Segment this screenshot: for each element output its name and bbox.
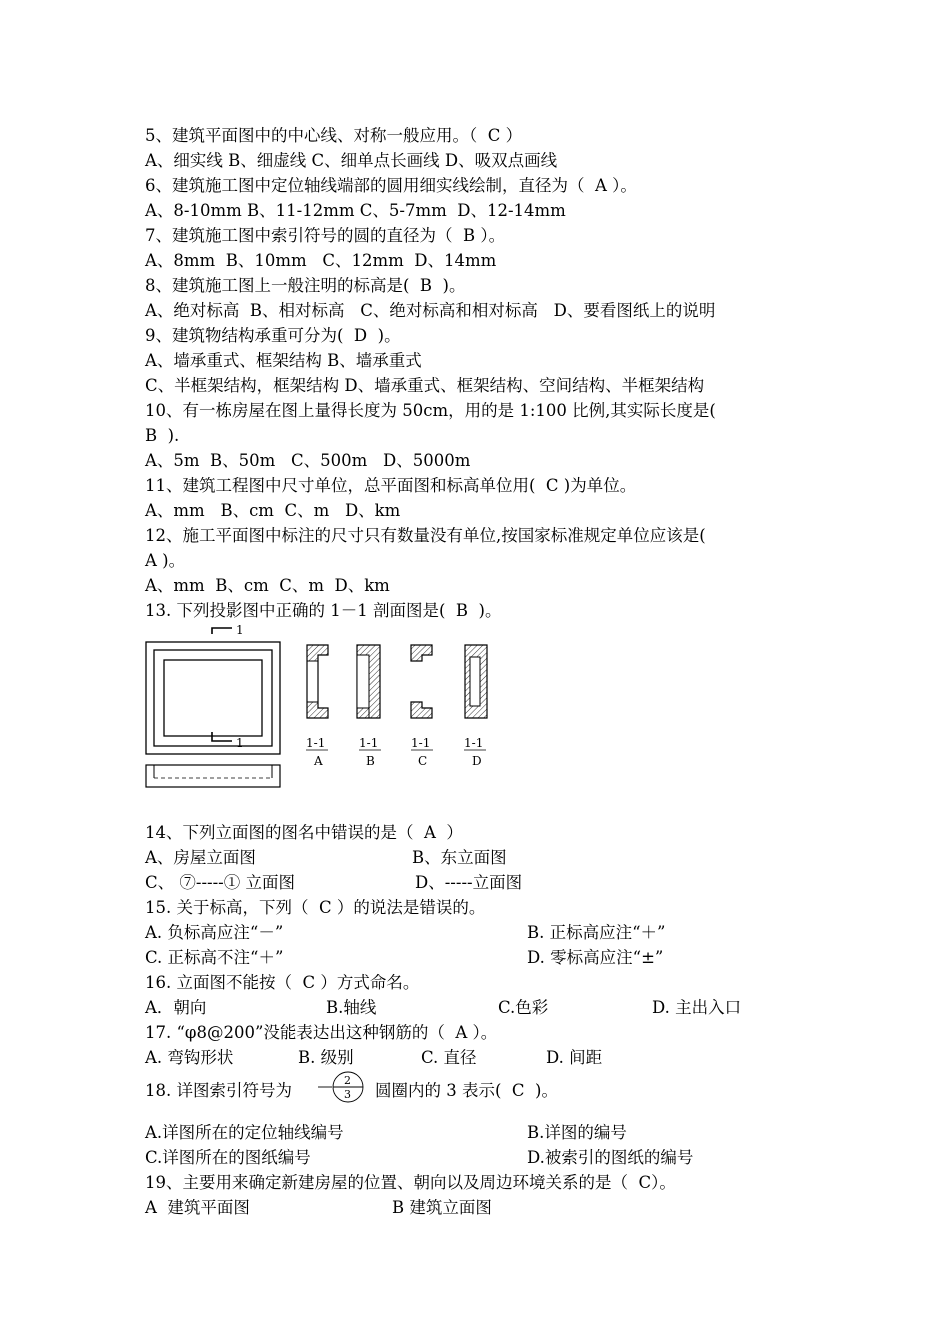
section-figure [140,620,520,795]
q12-answer: A )。 [145,551,186,570]
elevation-view [146,765,280,787]
q11-options: A、mm B、cm C、m D、km [145,501,401,520]
q8-options: A、绝对标高 B、相对标高 C、绝对标高和相对标高 D、要看图纸上的说明 [145,301,716,320]
section-label-a: 1-1 [306,736,326,750]
option-letter-c: C [418,754,428,768]
index-bottom-number: 3 [344,1088,351,1101]
option-letter-a: A [314,754,323,768]
q15-option-c: C. 正标高不注“＋” [145,948,284,967]
q16-option-b: B.轴线 [326,998,377,1017]
q19-text: 19、主要用来确定新建房屋的位置、朝向以及周边环境关系的是（ C）。 [145,1173,676,1192]
q15-option-b: B. 正标高应注“＋” [527,923,666,942]
cut-label-top: 1 [236,623,244,637]
section-label-b: 1-1 [359,736,379,750]
q12-text: 12、施工平面图中标注的尺寸只有数量没有单位,按国家标准规定单位应该是( [145,526,706,545]
q11-text: 11、建筑工程图中尺寸单位，总平面图和标高单位用( C )为单位。 [145,476,637,495]
q17-text: 17. “φ8@200”没能表达出这种钢筋的（ A ）。 [145,1023,498,1042]
option-letter-d: D [472,754,482,768]
q18-text-pre: 18. 详图索引符号为 [145,1081,292,1100]
q17-option-c: C. 直径 [421,1048,477,1067]
q14-option-a: A、房屋立面图 [145,848,256,867]
q18-option-d: D.被索引的图纸的编号 [527,1148,694,1167]
q13-text: 13. 下列投影图中正确的 1－1 剖面图是( B )。 [145,601,502,620]
q16-option-a: A．朝向 [145,998,207,1017]
option-letter-b: B [366,754,375,768]
q7-options: A、8mm B、10mm C、12mm D、14mm [145,251,497,270]
section-option-c [411,645,432,718]
section-option-b [357,645,380,718]
q9-options-cd: C、半框架结构，框架结构 D、墙承重式、框架结构、空间结构、半框架结构 [145,376,705,395]
q14-option-d: D、-----立面图 [415,873,523,892]
section-option-d [465,645,487,718]
q17-option-a: A. 弯钩形状 [145,1048,234,1067]
q17-option-d: D. 间距 [546,1048,603,1067]
q15-option-a: A. 负标高应注“－” [145,923,284,942]
q18-option-a: A.详图所在的定位轴线编号 [145,1123,344,1142]
q14-text: 14、下列立面图的图名中错误的是（ A ） [145,823,463,842]
q19-option-a: A 建筑平面图 [145,1198,250,1217]
q6-options: A、8-10mm B、11-12mm C、5-7mm D、12-14mm [145,201,566,220]
q12-options: A、mm B、cm C、m D、km [145,576,390,595]
q10-text: 10、有一栋房屋在图上量得长度为 50cm，用的是 1:100 比例,其实际长度是( [145,401,716,420]
q16-text: 16. 立面图不能按（ C ）方式命名。 [145,973,420,992]
detail-index-symbol [318,1070,372,1104]
q14-option-c: C、 ⑦-----① 立面图 [145,873,295,892]
section-label-d: 1-1 [464,736,484,750]
q15-text: 15. 关于标高，下列（ C ）的说法是错误的。 [145,898,486,917]
q18-option-c: C.详图所在的图纸编号 [145,1148,311,1167]
q19-option-b: B 建筑立面图 [392,1198,492,1217]
index-top-number: 2 [344,1074,351,1087]
section-label-c: 1-1 [411,736,431,750]
q10-options: A、5m B、50m C、500m D、5000m [145,451,471,470]
cut-label-bottom: 1 [236,736,244,750]
q17-option-b: B. 级别 [298,1048,354,1067]
cut-marker-top [212,628,232,634]
section-option-a [307,645,328,718]
q18-text-post: 圆圈内的 3 表示( C )。 [375,1081,558,1100]
q10-answer: B ). [145,426,180,445]
q16-option-c: C.色彩 [498,998,549,1017]
q16-option-d: D. 主出入口 [652,998,742,1017]
q5-text: 5、建筑平面图中的中心线、对称一般应用。（ C ） [145,126,523,145]
q9-options-ab: A、墙承重式、框架结构 B、墙承重式 [145,351,422,370]
q7-text: 7、建筑施工图中索引符号的圆的直径为（ B ）。 [145,226,506,245]
plan-view [146,642,280,754]
q5-options: A、细实线 B、细虚线 C、细单点长画线 D、吸双点画线 [145,151,558,170]
q6-text: 6、建筑施工图中定位轴线端部的圆用细实线绘制，直径为（ A ）。 [145,176,637,195]
q18-option-b: B.详图的编号 [527,1123,627,1142]
q8-text: 8、建筑施工图上一般注明的标高是( B )。 [145,276,466,295]
q15-option-d: D. 零标高应注“±” [527,948,664,967]
q9-text: 9、建筑物结构承重可分为( D )。 [145,326,401,345]
q14-option-b: B、东立面图 [412,848,507,867]
